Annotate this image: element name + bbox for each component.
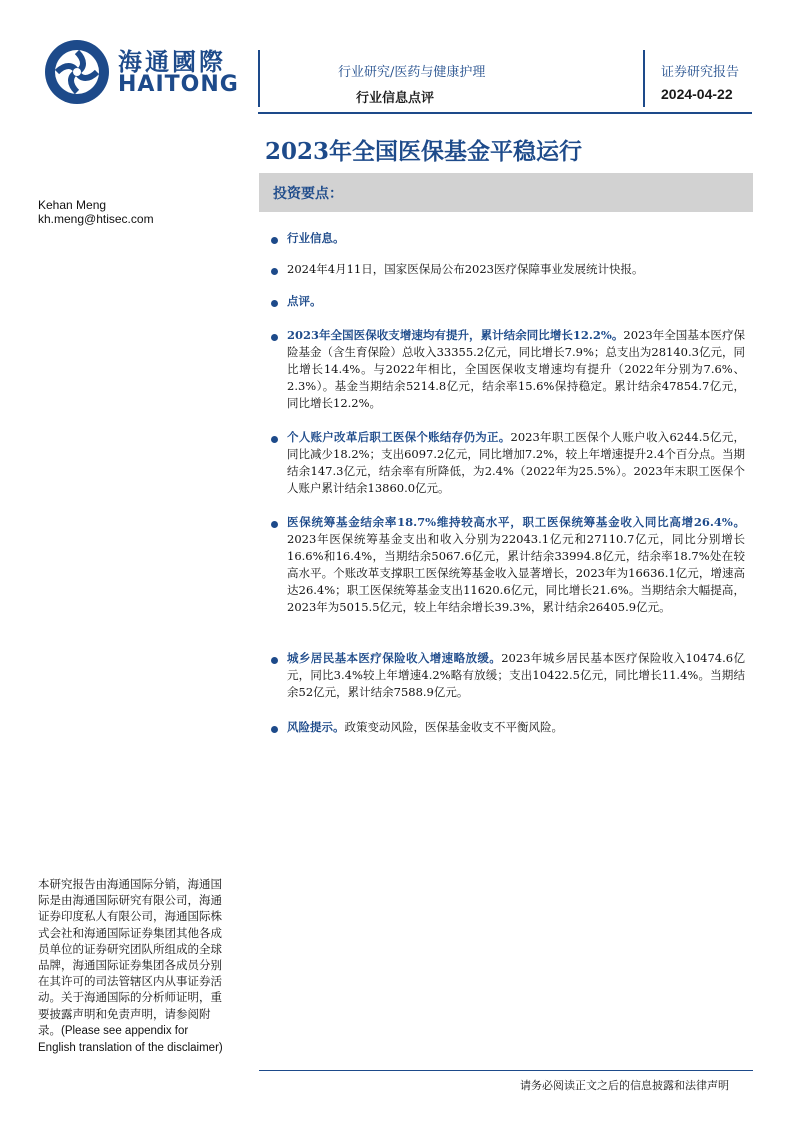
bullet-lead: 行业信息。: [287, 231, 345, 245]
bullet-lead: 风险提示。: [287, 720, 345, 734]
report-category: 行业研究/医药与健康护理: [338, 65, 486, 80]
bullet-item: [287, 514, 745, 616]
report-title: 2023年全国医保基金平稳运行: [265, 138, 583, 165]
bullet-lead: 点评。: [287, 294, 322, 308]
bullet-icon: [271, 436, 278, 443]
bullet-text: 2023年职工医保个人账户收入6244.5亿元，同比减少18.2%；支出6097.2亿元，同比增加7.2%，较上年增速提升2.4个百分点。当期结余147.3亿元，结余率有所降低，为2.4%（2022年为25.5%）。2023年末职工医保个人账户累计结余13860.0亿元。: [287, 430, 745, 495]
bullet-item: [287, 261, 745, 278]
analyst-email[interactable]: kh.meng@htisec.com: [38, 212, 154, 226]
key-points-title: 投资要点：: [273, 186, 343, 202]
bullet-icon: [271, 657, 278, 664]
bullet-icon: [271, 300, 278, 307]
bullet-text: 2023年医保统筹基金支出和收入分别为22043.1亿元和27110.7亿元，同比分别增长16.6%和16.4%，当期结余5067.6亿元，累计结余33994.8亿元，结余率18.7%处在较高水平。个账改革支撑职工医保统筹基金收入显著增长，2023年为16636.1亿元，增速高达26.4%；职工医保统筹基金支出11620.6亿元，同比增长21.6%。当期结余大幅提高，2023年为5015.5亿元，较上年结余增长39.3%，累计结余26405.9亿元。: [287, 532, 745, 614]
logo-chinese-text: 海通國際: [118, 48, 226, 76]
bullet-item: [287, 293, 745, 310]
bullet-lead: 医保统筹基金结余率18.7%维持较高水平，职工医保统筹基金收入同比高增26.4%。: [287, 515, 745, 529]
bullet-item: [287, 650, 745, 701]
bullet-icon: [271, 334, 278, 341]
bullet-item: [287, 230, 745, 247]
analyst-info: [38, 198, 154, 226]
bullet-icon: [271, 521, 278, 528]
bullet-lead: 个人账户改革后职工医保个账结存仍为正。: [287, 430, 511, 444]
header-divider-left: [258, 50, 260, 107]
bullet-lead: 城乡居民基本医疗保险收入增速略放缓。: [287, 651, 502, 665]
report-type: 证券研究报告: [661, 65, 740, 80]
disclaimer-cn: 本研究报告由海通国际分销，海通国际是由海通国际研究有限公司，海通证券印度私人有限公司，海通国际株式会社和海通国际证券集团其他各成员单位的证券研究团队所组成的全球品牌，海通国际证券集团各成员分别在其许可的司法管辖区内从事证券活动。关于海通国际的分析师证明，重要披露声明和免责声明，请参阅附录。: [38, 877, 222, 1037]
bullet-text: 政策变动风险，医保基金收支不平衡风险。: [344, 720, 563, 734]
bullet-text: 2023年全国基本医疗保险基金（含生育保险）总收入33355.2亿元，同比增长7.9%；总支出为28140.3亿元，同比增长14.4%。与2022年相比，全国医保收支增速均有提升（2022年分别为7.6%、2.3%）。基金当期结余5214.8亿元，结余率15.6%保持稳定。累计结余47854.7亿元，同比增长12.2%。: [287, 328, 745, 410]
header-divider-right: [643, 50, 645, 107]
analyst-name: Kehan Meng: [38, 198, 107, 212]
bullet-item: [287, 429, 745, 497]
bullet-text: 2024年4月11日，国家医保局公布2023医疗保障事业发展统计快报。: [287, 262, 644, 276]
bullet-icon: [271, 268, 278, 275]
bullet-icon: [271, 726, 278, 733]
disclaimer-en: (Please see appendix for English translation of the disclaimer): [38, 1024, 223, 1055]
bullet-icon: [271, 237, 278, 244]
haitong-logo-icon: [43, 38, 111, 106]
report-kind: 行业信息点评: [356, 91, 435, 106]
bullet-item: [287, 719, 745, 736]
report-date: 2024-04-22: [661, 86, 733, 102]
header-rule: [258, 112, 752, 114]
bullet-item: [287, 327, 745, 412]
footer-rule: [259, 1070, 753, 1071]
logo-english-text: HAITONG: [118, 72, 239, 97]
bullet-text: 2023年城乡居民基本医疗保险收入10474.6亿元，同比3.4%较上年增速4.2%略有放缓；支出10422.5亿元，同比增长11.4%。当期结余52亿元，累计结余7588.9亿元。: [287, 651, 745, 699]
bullet-lead: 2023年全国医保收支增速均有提升，累计结余同比增长12.2%。: [287, 328, 624, 342]
disclaimer: [38, 876, 228, 1056]
footer-notice: 请务必阅读正文之后的信息披露和法律声明: [520, 1079, 729, 1092]
